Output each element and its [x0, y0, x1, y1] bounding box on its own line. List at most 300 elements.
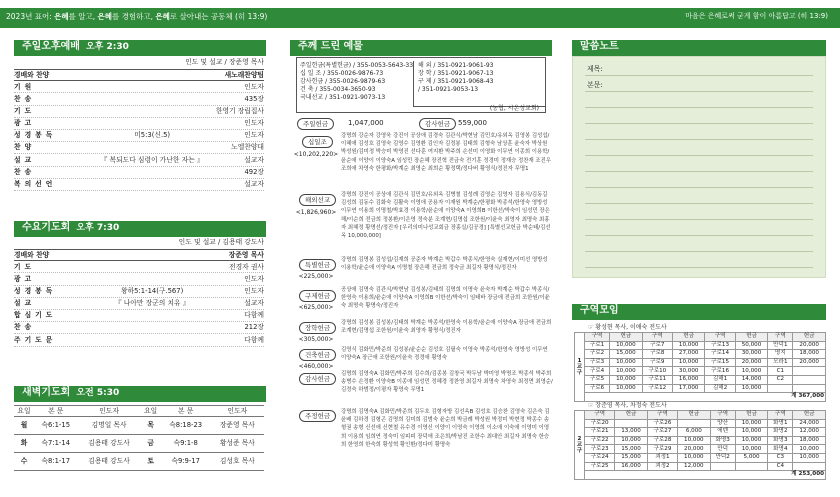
special-offering-pill: 특별헌금	[299, 259, 336, 271]
overseas-mission-pill: 해외선교	[299, 194, 336, 206]
sunday-order	[14, 58, 264, 191]
table-row	[575, 341, 826, 350]
cell: 구로3	[585, 358, 610, 367]
accounts-left	[300, 62, 413, 102]
col-header: 구역	[710, 411, 735, 420]
row-value: 다함께	[244, 311, 264, 320]
col-header: 구역	[585, 333, 610, 342]
cell: 10,000	[678, 453, 711, 462]
account-box	[296, 57, 546, 113]
wednesday-time: 오후 7:30	[76, 223, 120, 233]
cell: 30,000	[672, 367, 705, 376]
cell: 15,000	[615, 445, 648, 454]
group2-header-row	[575, 411, 826, 420]
col-header: 구역	[647, 411, 677, 420]
cell	[793, 375, 826, 384]
day-cell: 화	[14, 435, 34, 453]
col-header: 요일	[14, 406, 34, 417]
day-cell: 목	[141, 417, 161, 435]
cell: C3	[768, 453, 793, 462]
group2-total: 계 253,000	[585, 471, 826, 480]
col-header: 본 문	[34, 406, 78, 417]
row-mid: 『 복되도다 심령이 가난한 자는 』	[100, 155, 204, 164]
cell: 10,000	[678, 436, 711, 445]
note-line	[585, 203, 813, 204]
sunday-row	[14, 142, 264, 154]
cell: 10,000	[735, 436, 768, 445]
row-value: 435장	[244, 94, 264, 103]
wednesday-row	[14, 334, 264, 346]
cell: 구로7	[642, 341, 672, 350]
group2-table	[574, 410, 826, 480]
passage-cell: 슥8:18-23	[161, 417, 211, 435]
cell: 구로16	[705, 367, 735, 376]
table-row	[575, 358, 826, 367]
cell: 10,000	[793, 453, 826, 462]
cell: 15,000	[610, 350, 643, 359]
cell	[615, 419, 648, 428]
sunday-row	[14, 179, 264, 191]
row-label: 성경봉독	[14, 131, 57, 140]
note-line	[585, 139, 813, 140]
group-title: 구역모임	[580, 305, 619, 316]
row-label: 광고	[14, 274, 36, 283]
table-row	[575, 462, 826, 471]
account-line: 주일헌금(특별헌금) / 355-0053-5643-33	[300, 62, 414, 69]
cell: 10,000	[610, 375, 643, 384]
cell: 구로25	[585, 462, 615, 471]
top-banner	[0, 0, 840, 30]
cell: 10,000	[672, 358, 705, 367]
cell: 13,000	[615, 428, 648, 437]
note-line	[585, 171, 813, 172]
cell: 구로11	[642, 375, 672, 384]
cell: 10,000	[672, 341, 705, 350]
cell	[793, 462, 826, 471]
note-line	[585, 267, 813, 268]
cell: 화명1	[768, 419, 793, 428]
cell: 27,000	[672, 350, 705, 359]
cell: 10,000	[610, 358, 643, 367]
special-offering-names: 강명희 김명봉 김성섭/김재희 공준자 박계순 박갑수 박종식/한영숙 실재현/이미선 영방성 이용학/윤순애 이양숙A 이명철 장은해 전금희 정숙금 최길자 황명식/정진자	[341, 257, 548, 272]
day-cell: 토	[141, 453, 161, 471]
cell: 구로14	[705, 350, 735, 359]
note-passage-label: 본문:	[587, 81, 603, 89]
accounts-right	[418, 62, 493, 94]
cell: 10,000	[735, 384, 768, 393]
day-cell: 수	[14, 453, 34, 471]
table-row	[575, 428, 826, 437]
cell	[735, 462, 768, 471]
group2-side-label: 2 교 구	[575, 411, 585, 480]
sunday-row	[14, 154, 264, 166]
total-row	[575, 393, 826, 402]
note-line	[585, 91, 813, 92]
cell: 만덕1	[768, 341, 793, 350]
cell: 양산	[710, 419, 735, 428]
thanks-pill: 감사헌금	[299, 373, 336, 385]
sunday-time: 오후 2:30	[85, 42, 129, 52]
wednesday-title: 수요기도회	[22, 222, 71, 233]
col-header: 헌금	[735, 333, 768, 342]
cell	[793, 384, 826, 393]
cell: 18,000	[793, 436, 826, 445]
row-value: 장준영 목사	[228, 250, 264, 259]
header-verse: 마음은 은혜로써 굳게 함이 아름답고 (히 13:9)	[685, 12, 828, 20]
row-value: 인도자	[244, 82, 264, 91]
table-row	[575, 375, 826, 384]
offering-title: 주께 드린 예물	[298, 41, 363, 52]
cell: 에덴	[710, 428, 735, 437]
wednesday-row	[14, 310, 264, 322]
cell: 구로5	[585, 375, 610, 384]
account-line: 구 제 / 351-0921-9068-43	[418, 77, 494, 85]
cell: 구로12	[642, 384, 672, 393]
cell: 구로2	[585, 350, 610, 359]
sunday-offering-pill: 주일헌금	[297, 118, 334, 130]
wednesday-order	[14, 238, 264, 347]
thanks-offering-amount: 559,000	[458, 119, 487, 127]
relief-offering-pill: 구제헌금	[299, 290, 336, 302]
table-row	[575, 453, 826, 462]
table-row	[575, 445, 826, 454]
row-mid: 미5:3(신.5)	[134, 131, 171, 140]
building-offering-names: 김영식 김화민/박준희 김성봉/윤순순 김성호 김필숙 이영숙 박종석/한영숙 영방성 이무연 이양숙A 장근애 조한원/이윤숙 정경애 황영숙	[341, 347, 548, 362]
passage-cell: 슥8:1-17	[34, 453, 78, 471]
word-note-area[interactable]	[572, 56, 826, 278]
cell: 괴정1	[647, 453, 677, 462]
dawn-schedule-table	[14, 405, 264, 471]
group1-leaders: ☞ 황성현 목사, 이애숙 전도사	[588, 324, 667, 331]
cell: 구로21	[585, 428, 615, 437]
row-value: 다함께	[244, 335, 264, 344]
cell: 화명3	[768, 436, 793, 445]
dawn-row	[14, 435, 264, 453]
row-label: 광고	[14, 119, 36, 128]
cell: 모라1	[768, 358, 793, 367]
row-label: 경배와 찬양	[14, 70, 50, 79]
cell: 20,000	[678, 445, 711, 454]
cell: 구로22	[585, 436, 615, 445]
sunday-row	[14, 81, 264, 93]
sunday-row	[14, 106, 264, 118]
row-mid: 왕하5:1-14(구.567)	[121, 286, 184, 295]
group1-side-label: 1 교 구	[575, 333, 585, 402]
col-header: 헌금	[735, 411, 768, 420]
col-header: 헌금	[610, 333, 643, 342]
cell: 16,000	[615, 462, 648, 471]
cell: 10,000	[735, 367, 768, 376]
wednesday-row	[14, 322, 264, 334]
sunday-row	[14, 93, 264, 105]
col-header: 헌금	[615, 411, 648, 420]
overseas-mission-names: 강명희 강진이 공상애 김관식 김민호/유외옥 김병철 김성례 김영순 김영자 김용식/김동길 김성희 김동수 김화숙 김활숙 이영애 공용자 이재원 박계순/한평화 박종석/한영숙 영방성 이무연 이용희 이명철/박효경 이용학/윤순애 이양숙A 이영희B 이한선/박숙이 임성민 장은해/이순희 전금희 정봉환/이은영 정숙분 조계현/김명섭 조한원/이윤숙 최영자 최명숙 최홍자 최혜정 황명선/정진자 [우리의미나성교회금 장홍실/김공경] [특별선교헌금 박순태/김선옥 10,000,000]	[341, 192, 551, 240]
col-header: 헌금	[678, 411, 711, 420]
group1-table	[574, 332, 826, 402]
note-line	[585, 107, 813, 108]
account-line: / 351-0921-9053-13	[418, 85, 479, 93]
cell: 10,000	[735, 428, 768, 437]
row-label: 찬송	[14, 94, 36, 103]
cell	[768, 384, 793, 393]
leader-cell: 김명일 목사	[77, 417, 140, 435]
cell: C2	[768, 375, 793, 384]
row-label: 찬송	[14, 323, 36, 332]
row-value: 전경자 권사	[229, 262, 264, 271]
scholarship-names: 강명희 김성봉 김성봉/김태희 박계순 박종석/한영숙 이용학/윤순애 이양숙A 장금애 전금희 조계현/김명섭 조한원/이윤숙 최영자 황명식/정진자	[341, 320, 552, 335]
leader-cell: 장준영 목사	[211, 417, 264, 435]
row-label: 찬송	[14, 167, 36, 176]
day-cell: 금	[141, 435, 161, 453]
sunday-row	[14, 130, 264, 142]
building-offering-pill: 건축헌금	[299, 349, 336, 361]
cell: 17,000	[672, 384, 705, 393]
wednesday-service-header	[14, 221, 266, 237]
cell: 구로26	[647, 419, 677, 428]
cell: 김해1	[705, 375, 735, 384]
cell	[678, 419, 711, 428]
cell: 구로1	[585, 341, 610, 350]
account-line: 해 외 / 351-0921-9061-93	[418, 62, 494, 69]
cell: 구로4	[585, 367, 610, 376]
cell: 10,000	[610, 341, 643, 350]
note-line	[585, 155, 813, 156]
row-label: 복의선언	[14, 180, 57, 189]
col-header: 구역	[642, 333, 672, 342]
row-label: 기도	[14, 262, 36, 271]
row-value: 새노래찬양팀	[224, 70, 264, 79]
cell: 구로27	[647, 428, 677, 437]
sunday-row	[14, 167, 264, 179]
wednesday-row	[14, 298, 264, 310]
scholarship-amount: <305,000>	[298, 336, 334, 343]
row-value: 설교자	[244, 180, 264, 189]
motto-bold-2: 은혜	[97, 12, 113, 21]
group2-leaders: ☞ 장준영 목사, 차정숙 전도사	[588, 402, 667, 409]
group-meeting-header	[572, 304, 826, 320]
cell: 구로9	[642, 358, 672, 367]
wednesday-row	[14, 273, 264, 285]
col-header: 헌금	[672, 333, 705, 342]
cell: 괴정2	[647, 462, 677, 471]
leader-cell: 김용태 강도사	[77, 435, 140, 453]
cell: 구로24	[585, 453, 615, 462]
cell: 24,000	[793, 419, 826, 428]
table-row	[575, 367, 826, 376]
wednesday-row	[14, 261, 264, 273]
account-line: 감사헌금 / 355-0026-9879-63	[300, 77, 386, 85]
account-line: 장 학 / 351-0921-9067-13	[418, 69, 494, 77]
cell: 10,000	[615, 436, 648, 445]
wednesday-row	[14, 286, 264, 298]
wednesday-officiant: 인도 및 설교 / 김용태 강도사	[178, 238, 264, 246]
cell: 만덕2	[710, 453, 735, 462]
cell: C4	[768, 462, 793, 471]
group1-total: 계 367,000	[585, 393, 826, 402]
row-value: 인도자	[244, 131, 264, 140]
total-row	[575, 471, 826, 480]
cell: 화명3	[710, 436, 735, 445]
row-label: 합심기도	[14, 311, 57, 320]
cell: 12,000	[793, 428, 826, 437]
account-line: 건 축 / 355-0034-3650-93	[300, 85, 376, 93]
cell: 14,000	[735, 375, 768, 384]
motto-text-2: 를 경험하고,	[112, 12, 156, 21]
cell: 6,000	[678, 428, 711, 437]
col-header: 헌금	[793, 411, 826, 420]
cell: 김해2	[705, 384, 735, 393]
row-label: 경배와 찬양	[14, 250, 50, 259]
note-line	[585, 251, 813, 252]
passage-cell: 슥6:1-15	[34, 417, 78, 435]
cell	[710, 462, 735, 471]
row-value: 인도자	[244, 286, 264, 295]
offering-header	[290, 40, 552, 56]
word-note-header	[572, 40, 826, 56]
leader-cell: 김용태 강도사	[77, 453, 140, 471]
day-cell: 월	[14, 417, 34, 435]
cell: 구로20	[585, 419, 615, 428]
row-label: 기원	[14, 82, 36, 91]
col-header: 구역	[768, 411, 793, 420]
col-header: 구역	[705, 333, 735, 342]
table-row	[575, 350, 826, 359]
tithe-names: 강명희 강순자 강영욱 강진이 공상애 김경숙 김관식/박현남 김민호/유외옥 김영봉 김성섭/이혜애 김성호 김영숙 김영수 김영환 김인자 김정봉 김태희 김형숙 남상훈 윤숙자 박상원 박성원/김미정 박승미 박영진 선다훈 여지환 박주희 손선미 이영화 이무연 이종희 이용학/윤순애 이양이 이양숙A 임성민 장순혜 장진혁 전금숙 전기훈 정경미 정재승 정찬재 조진우 조희애 차영숙 한평화/박계순 최영순 최희순 황정택/정다버 황영식/정진자 무명1	[341, 133, 552, 172]
row-value: 한영기 장립집사	[215, 106, 264, 115]
table-row	[575, 419, 826, 428]
col-header: 본 문	[161, 406, 211, 417]
sunday-title: 주일오후예배	[22, 41, 80, 52]
bank-note: (농협, 시온성교회)	[489, 105, 539, 112]
cell: 화명4	[768, 445, 793, 454]
building-offering-amount: <460,000>	[298, 363, 334, 370]
cell: C1	[768, 367, 793, 376]
cell: 30,000	[735, 350, 768, 359]
row-label: 설교	[14, 299, 36, 308]
cell: 15,000	[615, 453, 648, 462]
cell: 화명2	[768, 428, 793, 437]
leader-cell: 김성호 목사	[211, 453, 264, 471]
row-value: 인도자	[244, 119, 264, 128]
row-label: 주기도문	[14, 335, 57, 344]
col-header: 인도자	[211, 406, 264, 417]
account-line: 십 일 조 / 355-0026-9876-73	[300, 69, 384, 77]
thanks-offering-pill: 감사헌금	[419, 118, 456, 130]
sunday-service-header	[14, 40, 266, 56]
motto-bold-3: 은혜	[155, 12, 170, 21]
passage-cell: 슥7:1-14	[34, 435, 78, 453]
col-header: 구역	[768, 333, 793, 342]
cell: 10,000	[610, 384, 643, 393]
row-value: 설교자	[244, 299, 264, 308]
overseas-mission-amount: <1,826,960>	[295, 209, 337, 216]
wednesday-row-head	[14, 249, 264, 261]
dawn-header-row	[14, 406, 264, 417]
note-title-label: 제목:	[587, 65, 603, 73]
row-mid: 『 나아만 장군의 치유 』	[114, 299, 190, 308]
special-offering-amount: <225,000>	[298, 273, 334, 280]
passage-cell: 슥9:9-17	[161, 453, 211, 471]
note-line	[585, 123, 813, 124]
cell: 20,000	[793, 358, 826, 367]
cell: 10,000	[735, 445, 768, 454]
cell: 구로13	[705, 341, 735, 350]
cell: 구로15	[705, 358, 735, 367]
sunday-officiant: 인도 및 설교 / 장준영 목사	[185, 58, 264, 66]
row-value: 노엘찬양대	[231, 143, 264, 152]
col-header: 구역	[585, 411, 615, 420]
year-motto	[6, 12, 267, 21]
note-line	[585, 75, 813, 76]
weekly-offering-pill: 주정헌금	[299, 410, 336, 422]
relief-offering-names: 공상애 김명숙 김관식/박현남 김성봉/김태희 김명희 이명숙 윤숙자 박계순 박갑수 박종식/한영숙 이용희/윤순애 이양숙A 이영희B 이한선/박숙이 임태바 장금애 전금희 조한원/이윤숙 최명숙 황명숙/정진자	[341, 287, 550, 310]
divider	[413, 61, 414, 106]
dawn-time: 오전 5:30	[76, 388, 120, 398]
sunday-row-head	[14, 69, 264, 81]
motto-text-3: 로 살아내는 공동체 (히 13:9)	[169, 12, 268, 21]
tithe-pill: 십일조	[302, 136, 333, 148]
note-line	[585, 187, 813, 188]
row-label: 성경봉독	[14, 286, 57, 295]
note-line	[585, 235, 813, 236]
cell: 5,000	[735, 453, 768, 462]
cell: 10,000	[735, 419, 768, 428]
row-label: 설교	[14, 155, 36, 164]
thanks-names: 김명희 김영숙A 김화민/박주희 김수희/김종봉 김창국 박두남 박미영 박명조 박종석 박주희 송병수 손정환 이양숙B 이종애 임성민 정혜경 정찬영 최길자 최명숙 차영숙 최정면 최영순/김정숙 하범정/이평자 황영숙 무명1	[341, 371, 553, 394]
sunday-row	[14, 118, 264, 130]
cell: 12,000	[678, 462, 711, 471]
dawn-row	[14, 417, 264, 435]
cell: 구로8	[642, 350, 672, 359]
dawn-title: 새벽기도회	[22, 387, 71, 398]
dawn-row	[14, 453, 264, 471]
table-row	[575, 384, 826, 393]
cell: 20,000	[793, 341, 826, 350]
col-header: 헌금	[793, 333, 826, 342]
relief-offering-amount: <625,000>	[298, 304, 334, 311]
cell: 구로10	[642, 367, 672, 376]
table-row	[575, 436, 826, 445]
scholarship-pill: 장학헌금	[299, 322, 336, 334]
group1-header-row	[575, 333, 826, 342]
cell: 10,000	[793, 445, 826, 454]
cell: 10,000	[610, 367, 643, 376]
cell: 구로23	[585, 445, 615, 454]
cell: 50,000	[735, 341, 768, 350]
motto-prefix: 2023년 표어:	[6, 12, 55, 21]
weekly-offering-names: 강명희 김명숙A 김화민/박준희 김두호 김형자방 김선옥B 김성호 김승찬 김영숙 김은숙 김윤배 김하경 김형곤 김명희 김미희 김범숙 윤순희 박금례 박성원 박정미 박현정 박종수 송형권 송형 신선애 신현철 유수경 이영신 이양이 이영숙 이영희 이소애 이숙애 이영미 이영희 이용희 임희연 정숙미 임피피 장덕애 조은희/박남진 조한수 최대안 최길자 최명숙 한승희 한영희 한숙희 황성혁 황인환/정다미 황명숙	[341, 409, 550, 448]
row-value: 설교자	[244, 155, 264, 164]
passage-cell: 슥9:1-8	[161, 435, 211, 453]
motto-bold-1: 은혜	[54, 12, 69, 21]
cell: 구로28	[647, 436, 677, 445]
row-value: 492장	[244, 167, 264, 176]
word-note-title: 말씀노트	[580, 41, 619, 52]
motto-text-1: 를 알고,	[68, 12, 98, 21]
row-label: 찬양	[14, 143, 36, 152]
cell: 명지	[768, 350, 793, 359]
cell: 만덕	[710, 445, 735, 454]
col-header: 인도자	[77, 406, 140, 417]
sunday-offering-amount: 1,047,000	[348, 119, 384, 127]
cell	[793, 367, 826, 376]
cell: 구로29	[647, 445, 677, 454]
leader-cell: 황성준 목사	[211, 435, 264, 453]
cell: 18,000	[793, 350, 826, 359]
account-line: 국내선교 / 351-0921-9073-13	[300, 93, 386, 101]
row-value: 인도자	[244, 274, 264, 283]
dawn-prayer-header	[14, 386, 266, 402]
